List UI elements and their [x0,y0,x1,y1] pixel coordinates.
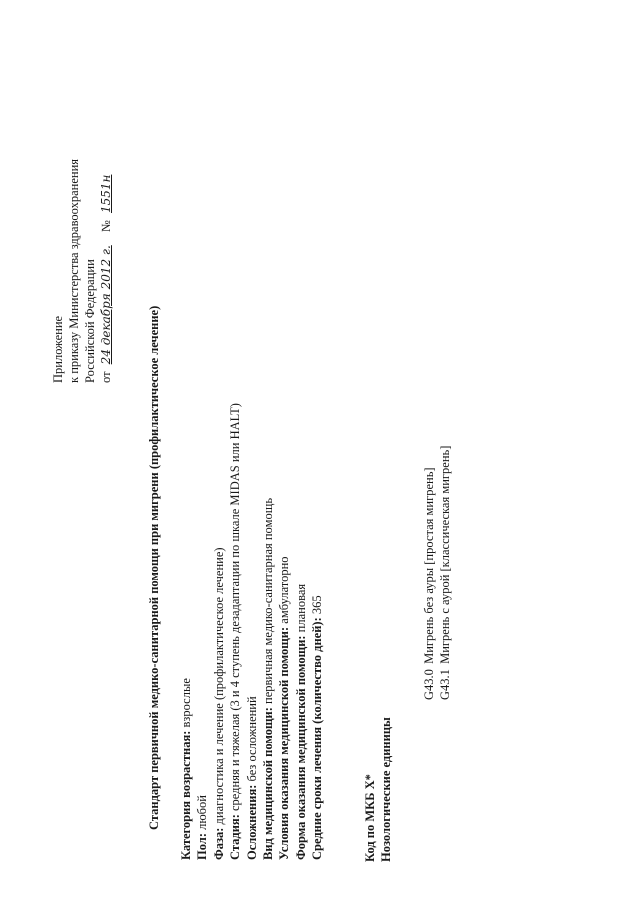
property-label: Вид медицинской помощи: [260,707,275,860]
property-row [260,403,276,860]
property-row [211,403,227,860]
standard-properties [178,403,326,860]
property-value: без осложнений [244,696,259,785]
property-value: любой [195,795,210,834]
appendix-line-1: Приложение [51,315,65,383]
diagnosis-name: Мигрень без ауры [простая мигрень] [422,467,436,664]
property-label: Стадия: [228,814,243,860]
property-label: Пол: [195,833,210,860]
property-label: Средние сроки лечения (количество дней): [310,617,325,860]
property-label: Форма оказания медицинской помощи: [293,635,308,860]
icd-code-list [421,446,452,700]
property-value: взрослые [179,678,193,731]
property-row [309,403,325,860]
property-value: первичная медико-санитарная помощь [260,497,275,708]
appendix-block [50,159,114,383]
nosology-heading: Нозологические единицы [379,717,393,862]
property-row [194,403,210,860]
icd-code: G43.0 [422,669,436,700]
list-item [421,446,437,700]
icd-code-heading: Код по МКБ X* [363,774,377,862]
property-value: средняя и тяжелая (3 и 4 ступень дезадаптации по шкале MIDAS или HALT) [228,403,243,815]
order-date: 24 декабря 2012 г. [99,245,113,365]
property-label: Категория возрастная: [179,730,193,860]
classification-headings [362,717,394,862]
property-row [293,403,309,860]
property-row [276,403,292,860]
document-title: Стандарт первичной медико-санитарной помощи при мигрени (профилактическое лечение) [147,305,161,830]
property-row [227,403,243,860]
property-value: плановая [293,583,308,636]
property-value: 365 [310,595,325,618]
property-row [244,403,260,860]
diagnosis-name: Мигрень с аурой [классическая мигрень] [437,445,452,664]
appendix-line-3: Российской Федерации [83,259,97,383]
icd-code: G43.1 [437,669,452,700]
appendix-line-2: к приказу Министерства здравоохранения [67,158,81,383]
property-label: Фаза: [211,827,226,860]
order-from-label: от [99,371,113,383]
property-value: амбулаторно [277,556,292,627]
property-value: диагностика и лечение (профилактическое лечение) [211,547,226,828]
order-line [98,159,114,383]
property-label: Условия оказания медицинской помощи: [277,626,292,860]
property-label: Осложнения: [244,784,259,860]
order-number: 1551н [99,174,113,214]
property-row [178,403,194,860]
order-number-label: № [99,220,113,233]
list-item [437,446,453,700]
